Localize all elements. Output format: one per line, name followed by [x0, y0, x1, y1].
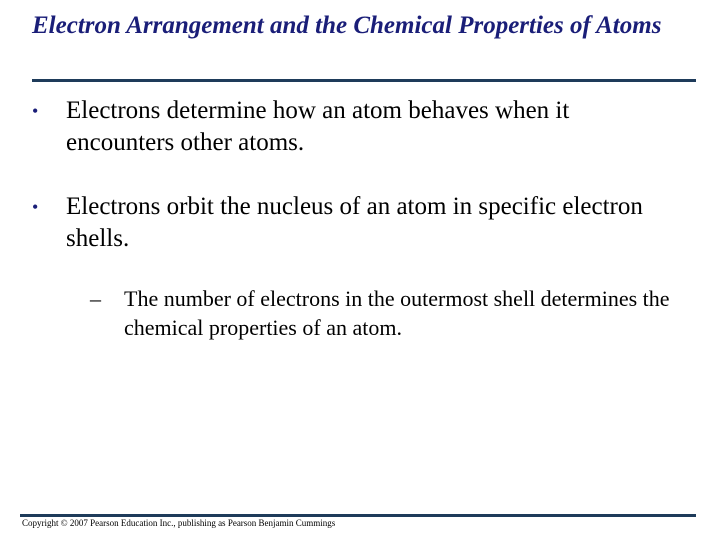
sub-bullet-text: The number of electrons in the outermost shell determines the chemical properties of an atom. [124, 286, 670, 340]
copyright-footer: Copyright © 2007 Pearson Education Inc., publishing as Pearson Benjamin Cummings [22, 518, 336, 528]
bullet-text: Electrons orbit the nucleus of an atom in specific electron shells. [66, 193, 643, 252]
slide-title: Electron Arrangement and the Chemical Properties of Atoms [32, 12, 662, 39]
sub-bullet-item [90, 284, 680, 342]
bullet-item [32, 191, 682, 255]
bullet-dot-icon: • [32, 197, 39, 217]
bullet-item [32, 95, 682, 159]
bullet-text: Electrons determine how an atom behaves when it encounters other atoms. [66, 97, 570, 156]
footer-divider [20, 514, 696, 517]
bullet-dot-icon: • [32, 101, 39, 121]
dash-icon: – [90, 286, 101, 311]
title-divider [32, 79, 696, 82]
